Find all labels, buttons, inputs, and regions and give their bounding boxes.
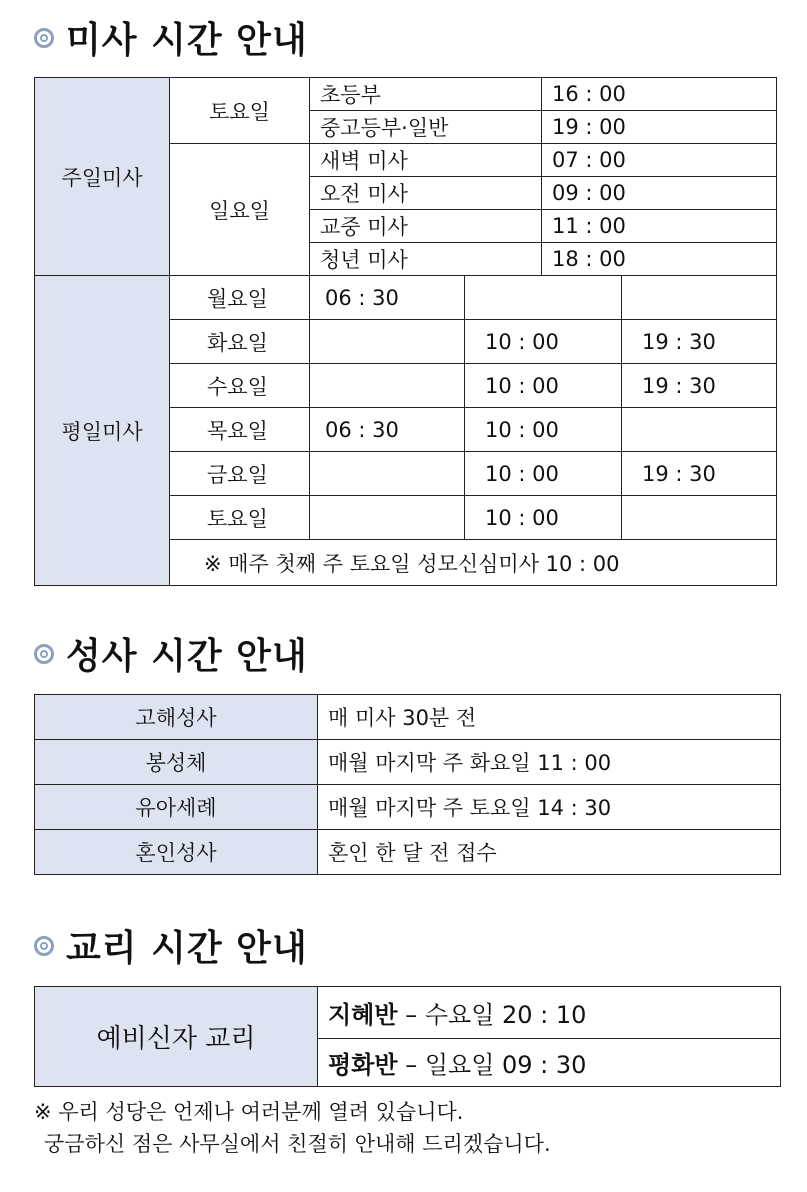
mass-note: ※ 매주 첫째 주 토요일 성모신심미사 10 : 00 <box>170 540 777 586</box>
mass-time: 09 : 00 <box>542 177 777 210</box>
time-early: 06 : 30 <box>310 276 465 320</box>
double-circle-icon <box>34 936 54 956</box>
catechism-title-text: 교리 시간 안내 <box>66 928 308 969</box>
sacrament-desc: 매월 마지막 주 토요일 14 : 30 <box>318 785 781 830</box>
time-morning: 10 : 00 <box>465 408 622 452</box>
time-evening: 19 : 30 <box>622 320 777 364</box>
sacrament-section-title <box>34 628 308 679</box>
time-early <box>310 320 465 364</box>
weekday-label: 금요일 <box>170 452 310 496</box>
mass-schedule-table <box>34 77 777 586</box>
mass-time: 16 : 00 <box>542 78 777 111</box>
mass-name: 새벽 미사 <box>310 144 542 177</box>
class-name: 지혜반 <box>328 1001 398 1029</box>
sacrament-desc: 매 미사 30분 전 <box>318 695 781 740</box>
class-time: – 일요일 09 : 30 <box>397 1051 587 1079</box>
footer-line-1: ※ 우리 성당은 언제나 여러분께 열려 있습니다. <box>34 1100 464 1124</box>
time-morning: 10 : 00 <box>465 364 622 408</box>
mass-name: 오전 미사 <box>310 177 542 210</box>
double-circle-icon <box>34 644 54 664</box>
time-morning: 10 : 00 <box>465 320 622 364</box>
footer-line-2: 궁금하신 점은 사무실에서 친절히 안내해 드리겠습니다. <box>44 1132 551 1156</box>
time-evening: 19 : 30 <box>622 452 777 496</box>
weekday-mass-header: 평일미사 <box>35 276 170 586</box>
class-time: – 수요일 20 : 10 <box>397 1001 587 1029</box>
sacrament-name: 봉성체 <box>35 740 318 785</box>
double-circle-icon <box>34 28 54 48</box>
sacrament-name: 유아세례 <box>35 785 318 830</box>
sacrament-name: 혼인성사 <box>35 830 318 875</box>
mass-name: 교중 미사 <box>310 210 542 243</box>
mass-title-text: 미사 시간 안내 <box>66 20 308 61</box>
mass-name: 청년 미사 <box>310 243 542 276</box>
catechism-section-title <box>34 920 308 971</box>
catechism-table <box>34 986 781 1087</box>
weekday-label: 화요일 <box>170 320 310 364</box>
catechism-class <box>318 1039 781 1087</box>
sunday-label: 일요일 <box>170 144 310 276</box>
time-morning: 10 : 00 <box>465 496 622 540</box>
weekday-label: 토요일 <box>170 496 310 540</box>
sacrament-desc: 매월 마지막 주 화요일 11 : 00 <box>318 740 781 785</box>
sacrament-table <box>34 694 781 875</box>
weekday-label: 수요일 <box>170 364 310 408</box>
time-morning: 10 : 00 <box>465 452 622 496</box>
sacrament-title-text: 성사 시간 안내 <box>66 636 308 677</box>
mass-time: 07 : 00 <box>542 144 777 177</box>
footer-note <box>34 1096 551 1160</box>
mass-name: 초등부 <box>310 78 542 111</box>
mass-time: 19 : 00 <box>542 111 777 144</box>
time-morning <box>465 276 622 320</box>
catechumen-header: 예비신자 교리 <box>35 987 318 1087</box>
time-early: 06 : 30 <box>310 408 465 452</box>
time-evening: 19 : 30 <box>622 364 777 408</box>
sacrament-name: 고해성사 <box>35 695 318 740</box>
weekday-label: 목요일 <box>170 408 310 452</box>
catechism-class <box>318 987 781 1039</box>
time-evening <box>622 496 777 540</box>
saturday-label: 토요일 <box>170 78 310 144</box>
time-early <box>310 364 465 408</box>
sacrament-desc: 혼인 한 달 전 접수 <box>318 830 781 875</box>
time-early <box>310 452 465 496</box>
class-name: 평화반 <box>328 1051 398 1079</box>
time-evening <box>622 408 777 452</box>
mass-section-title <box>34 12 308 63</box>
time-evening <box>622 276 777 320</box>
mass-time: 11 : 00 <box>542 210 777 243</box>
time-early <box>310 496 465 540</box>
sunday-mass-header: 주일미사 <box>35 78 170 276</box>
weekday-label: 월요일 <box>170 276 310 320</box>
mass-time: 18 : 00 <box>542 243 777 276</box>
mass-name: 중고등부·일반 <box>310 111 542 144</box>
